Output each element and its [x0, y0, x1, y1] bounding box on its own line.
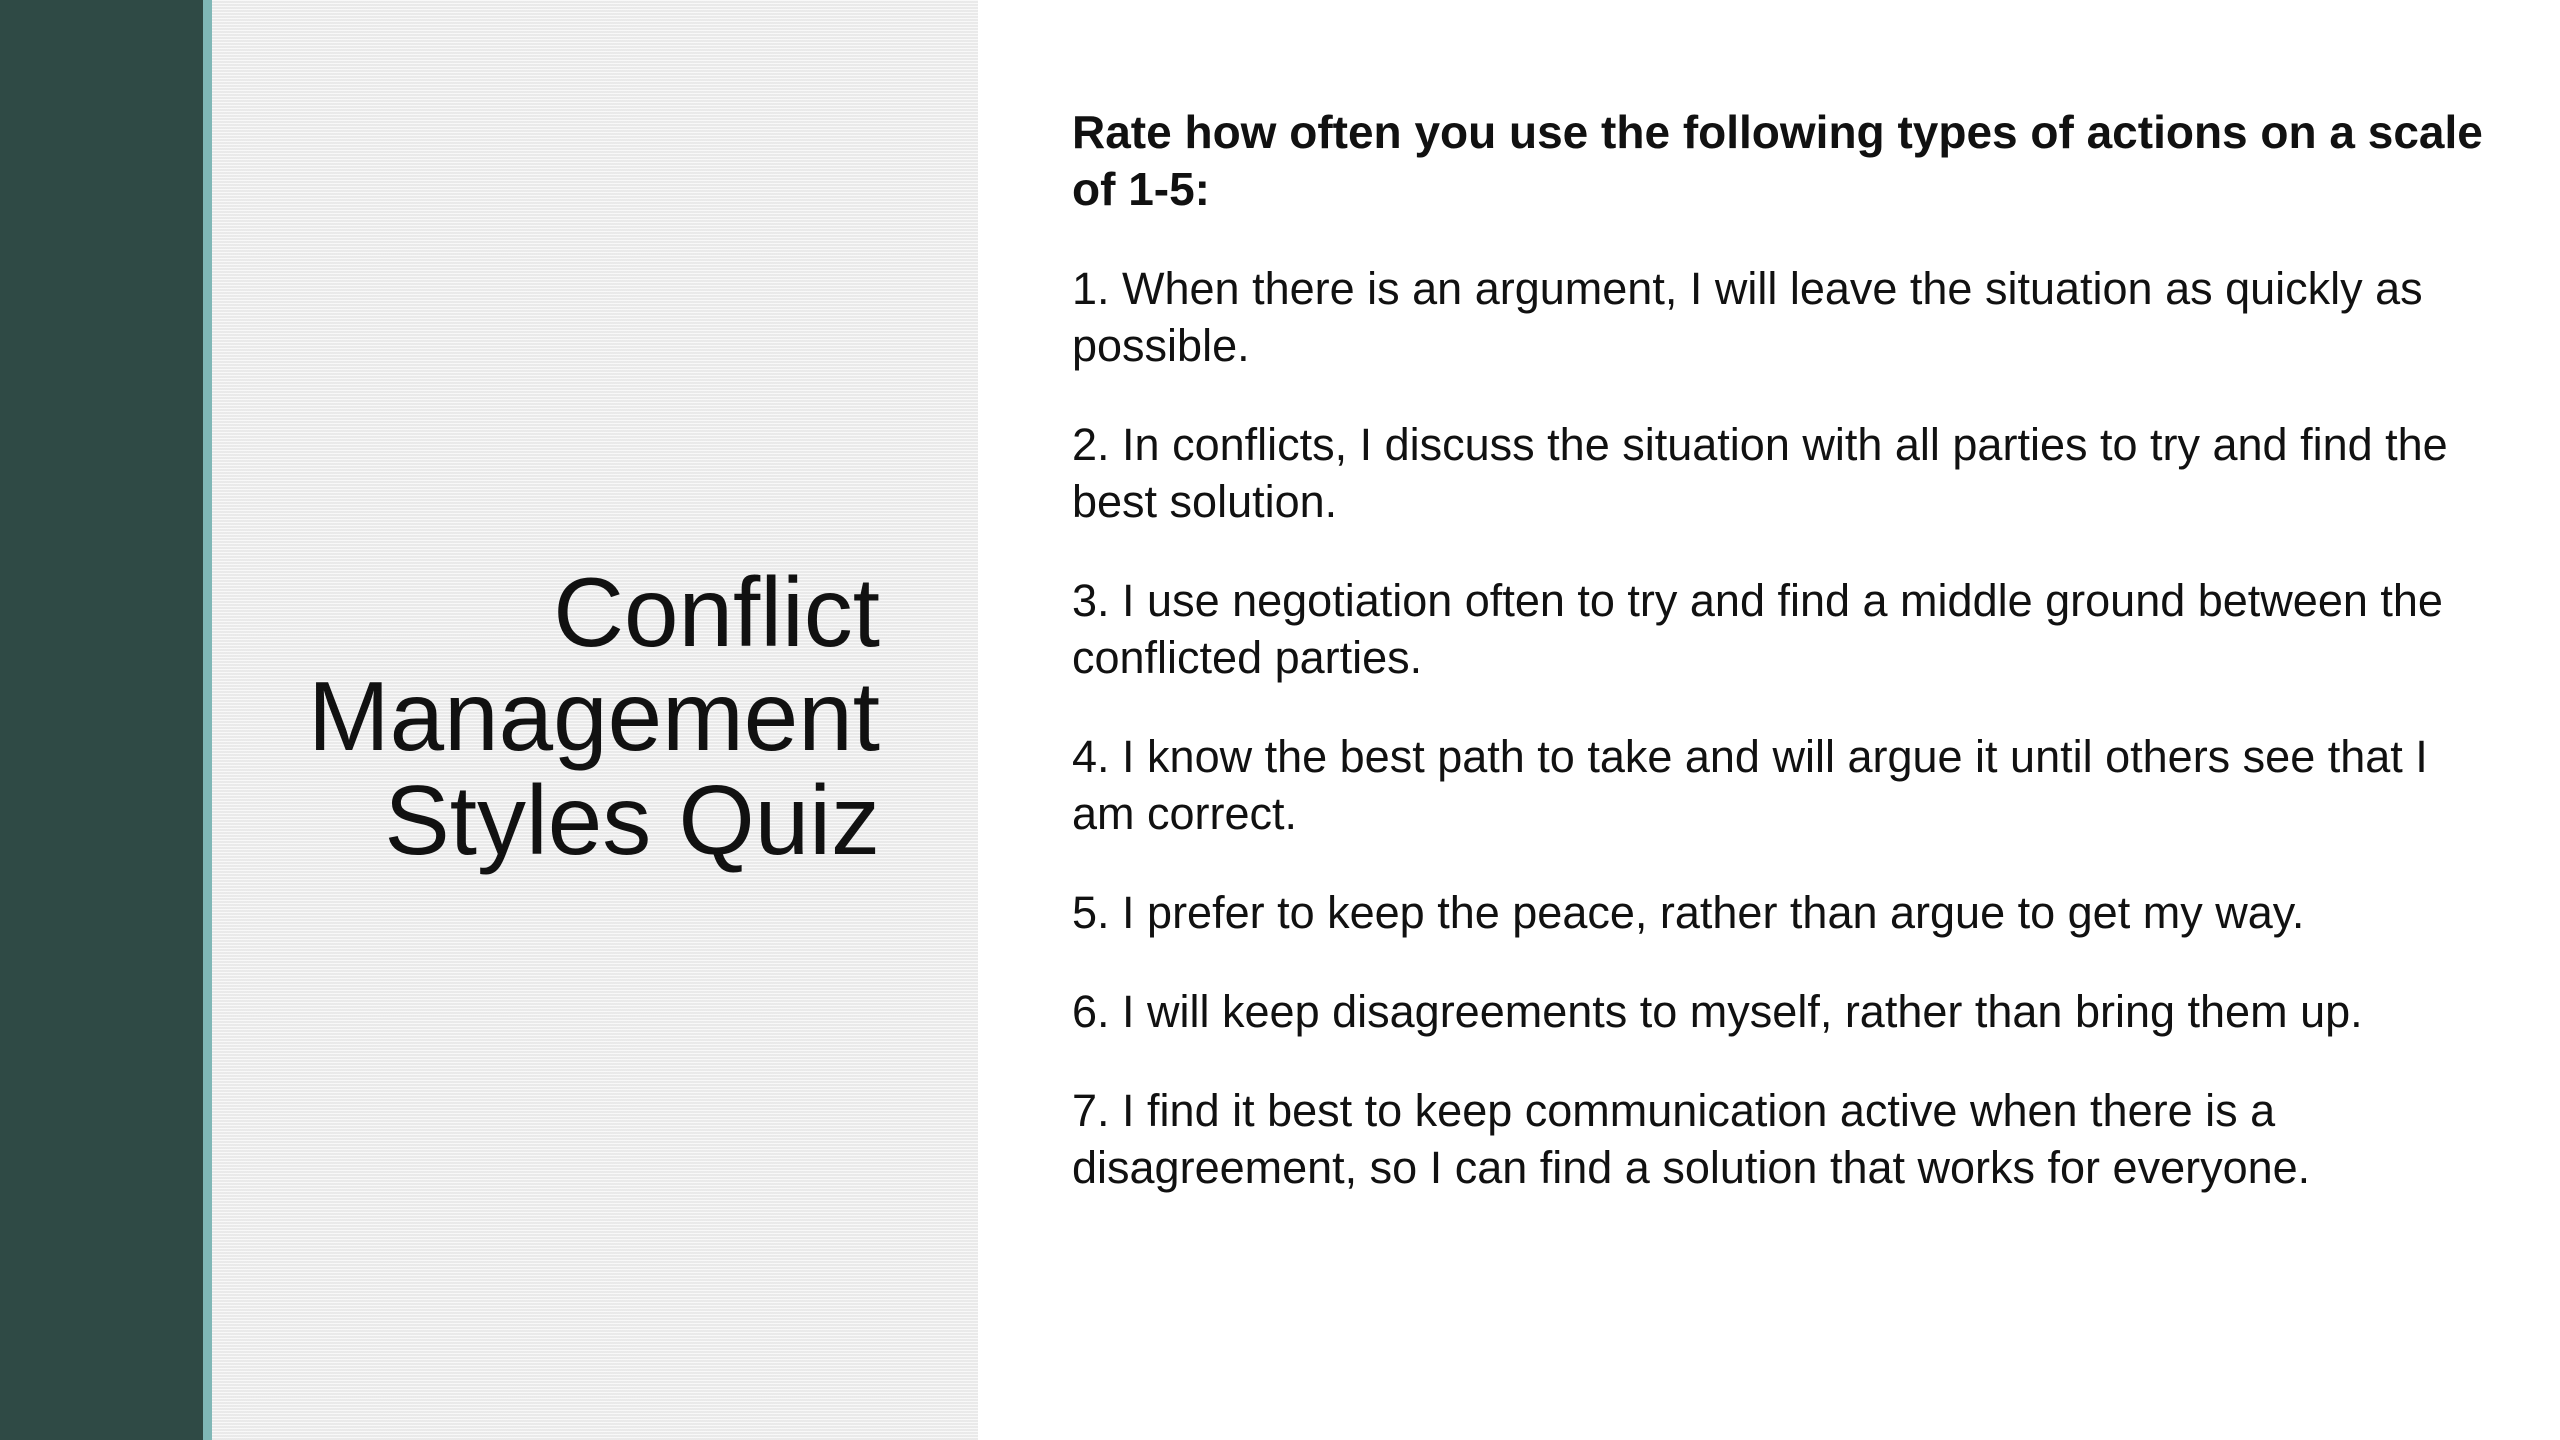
question-7: 7. I find it best to keep communication active when there is a disagreement, so I can find a solution that works for everyone.	[1072, 1085, 2311, 1193]
left-color-band	[0, 0, 203, 1440]
question-2: 2. In conflicts, I discuss the situation with all parties to try and find the best solution.	[1072, 419, 2448, 527]
question-3: 3. I use negotiation often to try and find a middle ground between the conflicted parties.	[1072, 575, 2443, 683]
question-5: 5. I prefer to keep the peace, rather than argue to get my way.	[1072, 887, 2305, 938]
slide-title	[260, 557, 880, 875]
question-6: 6. I will keep disagreements to myself, rather than bring them up.	[1072, 986, 2363, 1037]
question-4: 4. I know the best path to take and will argue it until others see that I am correct.	[1072, 731, 2428, 839]
slide-title-line-3: Styles Quiz	[384, 765, 880, 875]
title-panel	[212, 0, 978, 1440]
slide-title-line-1: Conflict	[553, 557, 880, 667]
question-1: 1. When there is an argument, I will leave the situation as quickly as possible.	[1072, 263, 2423, 371]
quiz-content	[1072, 104, 2502, 1238]
accent-stripe	[203, 0, 212, 1440]
quiz-instruction: Rate how often you use the following types of actions on a scale of 1-5:	[1072, 106, 2483, 215]
slide-title-line-2: Management	[307, 661, 880, 771]
